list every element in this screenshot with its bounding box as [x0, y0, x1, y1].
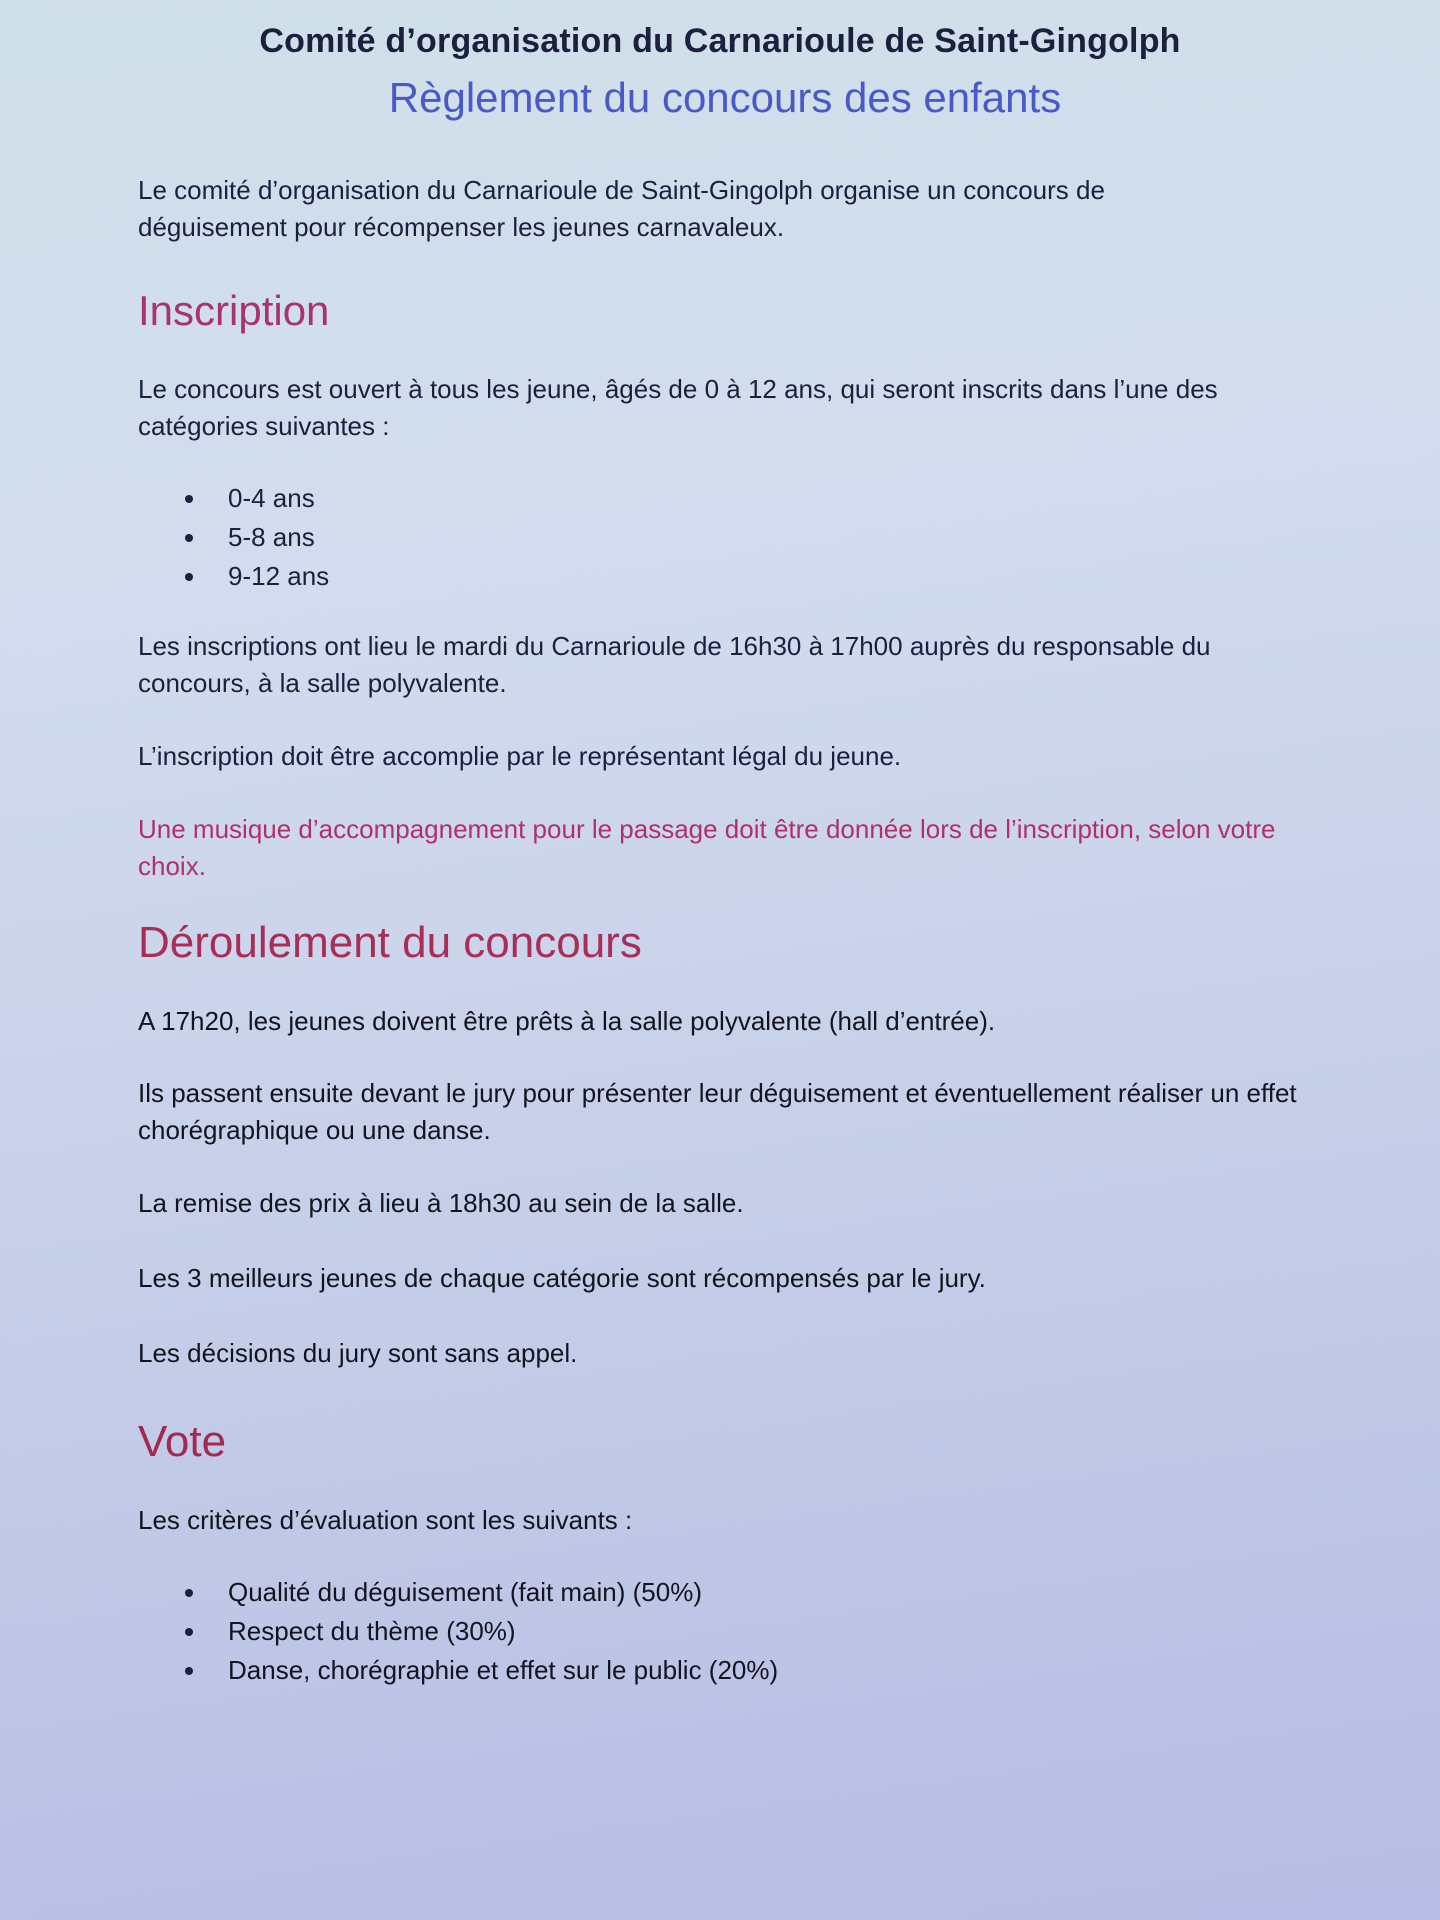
criteria-list — [138, 1573, 1318, 1690]
list-item: Qualité du déguisement (fait main) (50%) — [138, 1573, 1318, 1612]
deroulement-paragraph-5: Les décisions du jury sont sans appel. — [138, 1338, 578, 1368]
list-item: Danse, chorégraphie et effet sur le public (20%) — [138, 1651, 1318, 1690]
inscription-paragraph-1: Le concours est ouvert à tous les jeune, âgés de 0 à 12 ans, qui seront inscrits dans l’une des catégories suivantes : — [138, 374, 1218, 441]
inscription-paragraph-3: L’inscription doit être accomplie par le représentant légal du jeune. — [138, 741, 902, 771]
section-heading-vote: Vote — [138, 1417, 227, 1466]
document-body — [138, 170, 1318, 1690]
deroulement-section — [138, 1003, 1318, 1372]
vote-paragraph-1: Les critères d’évaluation sont les suivants : — [138, 1505, 633, 1535]
deroulement-paragraph-1: A 17h20, les jeunes doivent être prêts à la salle polyvalente (hall d’entrée). — [138, 1006, 996, 1036]
intro-paragraph: Le comité d’organisation du Carnarioule de Saint-Gingolph organise un concours de déguisement pour récompenser les jeunes carnavaleux. — [138, 175, 1105, 242]
document-title: Règlement du concours des enfants — [388, 74, 1062, 121]
list-item: 5-8 ans — [138, 518, 1318, 557]
organizer-title: Comité d’organisation du Carnarioule de Saint-Gingolph — [259, 22, 1181, 60]
list-item: Respect du thème (30%) — [138, 1612, 1318, 1651]
vote-section — [138, 1502, 1318, 1690]
inscription-paragraph-4: Une musique d’accompagnement pour le passage doit être donnée lors de l’inscription, selon votre choix. — [138, 814, 1276, 881]
section-heading-inscription: Inscription — [138, 287, 330, 334]
deroulement-paragraph-2: Ils passent ensuite devant le jury pour présenter leur déguisement et éventuellement réaliser un effet chorégraphique ou une danse. — [138, 1078, 1297, 1145]
deroulement-paragraph-3: La remise des prix à lieu à 18h30 au sein de la salle. — [138, 1188, 744, 1218]
inscription-paragraph-2: Les inscriptions ont lieu le mardi du Carnarioule de 16h30 à 17h00 auprès du responsable du concours, à la salle polyvalente. — [138, 631, 1211, 698]
section-heading-deroulement: Déroulement du concours — [138, 918, 642, 967]
list-item: 0-4 ans — [138, 479, 1318, 518]
category-list — [138, 479, 1318, 596]
deroulement-paragraph-4: Les 3 meilleurs jeunes de chaque catégorie sont récompensés par le jury. — [138, 1263, 986, 1293]
list-item: 9-12 ans — [138, 557, 1318, 596]
